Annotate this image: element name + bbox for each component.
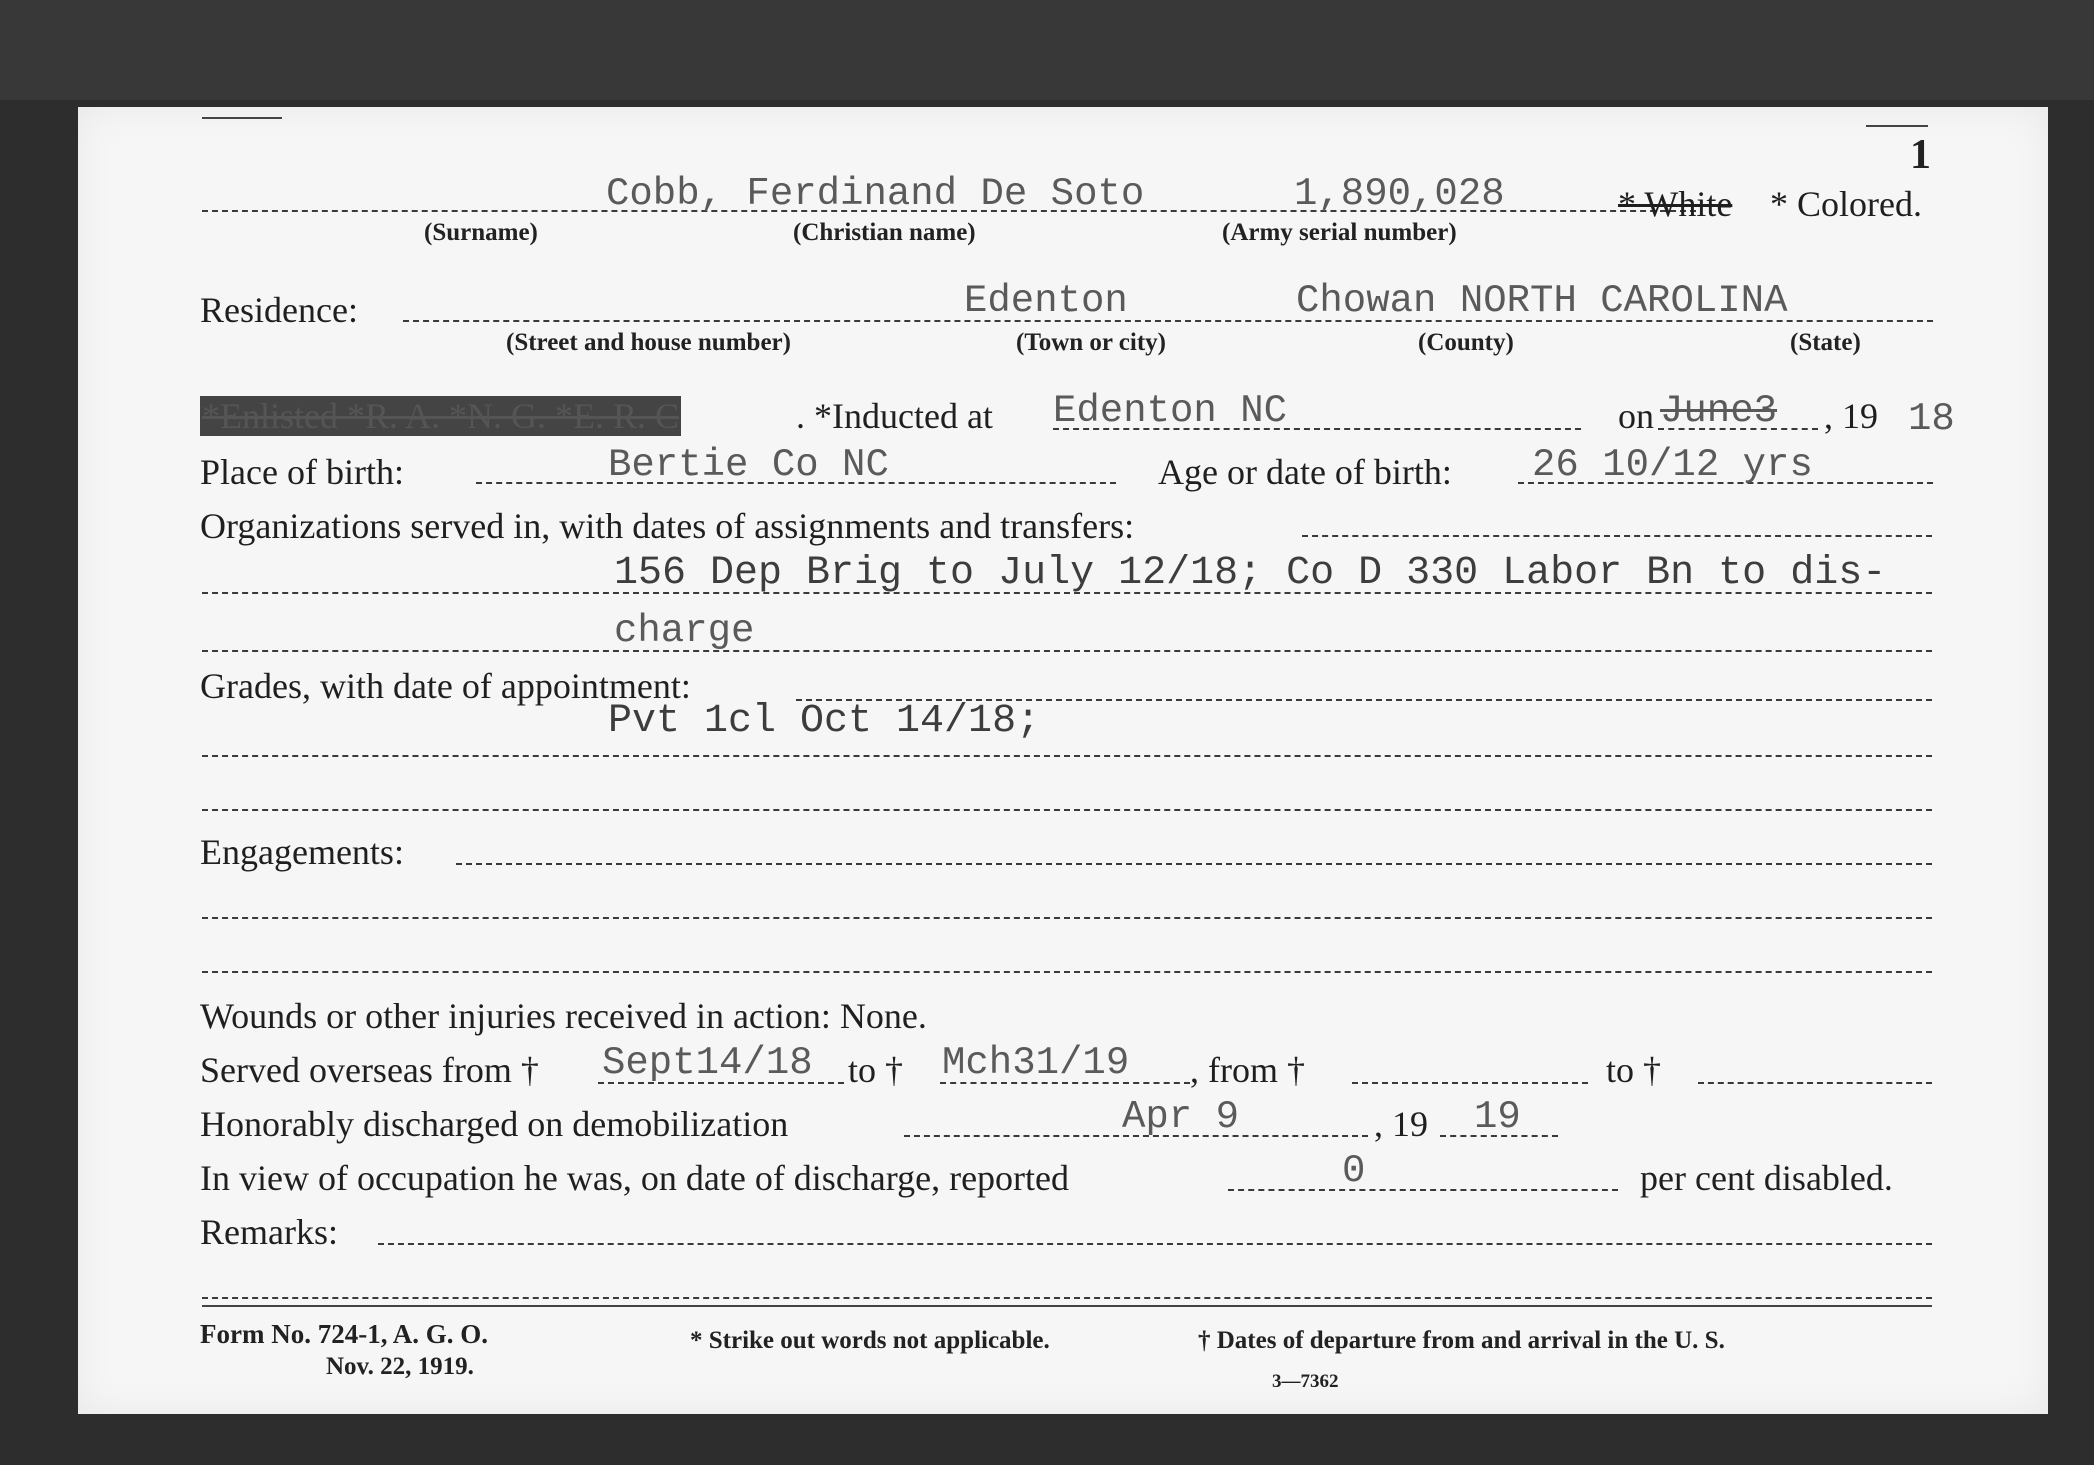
induction-year-prefix: , 19 xyxy=(1824,396,1878,436)
discharge-year-prefix: , 19 xyxy=(1374,1104,1428,1144)
corner-mark xyxy=(1866,125,1928,127)
residence-label: Residence: xyxy=(200,290,358,330)
grades-value: Pvt 1cl Oct 14/18; xyxy=(608,699,1041,744)
enlistment-options: *Enlisted *R. A. *N. G. *E. R. C xyxy=(202,396,680,436)
surname-caption: (Surname) xyxy=(424,219,538,246)
overseas-to-label: to † xyxy=(848,1050,904,1090)
disability-label: In view of occupation he was, on date of discharge, reported xyxy=(200,1158,1070,1198)
scanner-background xyxy=(0,0,2094,100)
serial-value: 1,890,028 xyxy=(1294,172,1505,216)
grades-line-3 xyxy=(202,809,1932,811)
discharge-label: Honorably discharged on demobilization xyxy=(200,1104,789,1144)
dates-note: † Dates of departure from and arrival in the U. S. xyxy=(1198,1327,1725,1354)
discharge-date-value: Apr 9 xyxy=(1122,1095,1240,1139)
overseas-from-value: Sept14/18 xyxy=(602,1041,813,1085)
strike-note: * Strike out words not applicable. xyxy=(690,1327,1050,1354)
name-value: Cobb, Ferdinand De Soto xyxy=(606,172,1145,216)
disability-line xyxy=(1228,1189,1618,1191)
discharge-year-value: 19 xyxy=(1474,1095,1521,1139)
organizations-value-line2: charge xyxy=(614,609,755,653)
corner-mark xyxy=(202,117,282,119)
street-caption: (Street and house number) xyxy=(506,329,791,356)
overseas-from2-label: , from † xyxy=(1190,1050,1305,1090)
race-colored-option: * Colored. xyxy=(1770,184,1922,224)
birthplace-label: Place of birth: xyxy=(200,452,404,492)
engagements-label: Engagements: xyxy=(200,832,404,872)
inducted-place-value: Edenton NC xyxy=(1053,389,1288,433)
wounds-text: Wounds or other injuries received in action: None. xyxy=(200,996,927,1036)
record-card xyxy=(78,107,2048,1414)
serial-caption: (Army serial number) xyxy=(1222,219,1457,246)
overseas-to2-label: to † xyxy=(1606,1050,1662,1090)
organizations-label: Organizations served in, with dates of assignments and transfers: xyxy=(200,506,1135,546)
induction-on-label: on xyxy=(1618,396,1654,436)
print-code: 3—7362 xyxy=(1272,1371,1339,1392)
christian-name-caption: (Christian name) xyxy=(793,219,976,246)
engagements-line-2 xyxy=(202,917,1932,919)
overseas-to-value: Mch31/19 xyxy=(942,1041,1130,1085)
residence-town-value: Edenton xyxy=(964,279,1128,323)
induction-year-value: 18 xyxy=(1908,397,1955,441)
footer-divider xyxy=(202,1305,1932,1307)
overseas-to2-line xyxy=(1698,1082,1932,1084)
age-value: 26 10/12 yrs xyxy=(1532,443,1813,487)
inducted-label: . *Inducted at xyxy=(796,396,993,436)
disability-value: 0 xyxy=(1342,1149,1366,1193)
form-number: Form No. 724-1, A. G. O. xyxy=(200,1319,488,1349)
remarks-line xyxy=(378,1243,1932,1245)
age-label: Age or date of birth: xyxy=(1158,452,1452,492)
engagements-line-3 xyxy=(202,971,1932,973)
organizations-value-line1: 156 Dep Brig to July 12/18; Co D 330 Labor Bn to dis- xyxy=(614,551,1887,596)
grades-line-2 xyxy=(202,755,1932,757)
town-caption: (Town or city) xyxy=(1016,329,1166,356)
county-caption: (County) xyxy=(1418,329,1514,356)
form-date: Nov. 22, 1919. xyxy=(326,1353,474,1380)
birthplace-value: Bertie Co NC xyxy=(608,443,889,487)
overseas-label: Served overseas from † xyxy=(200,1050,539,1090)
induction-date-value: June3 xyxy=(1660,389,1778,433)
remarks-label: Remarks: xyxy=(200,1212,338,1252)
overseas-from2-line xyxy=(1352,1082,1588,1084)
engagements-line xyxy=(456,863,1932,865)
organizations-line xyxy=(1302,535,1932,537)
residence-county-value: Chowan NORTH CAROLINA xyxy=(1296,279,1788,323)
disability-suffix: per cent disabled. xyxy=(1640,1158,1893,1198)
state-caption: (State) xyxy=(1790,329,1861,356)
grades-label: Grades, with date of appointment: xyxy=(200,666,691,706)
race-white-option: * White xyxy=(1618,184,1733,224)
remarks-line-2 xyxy=(202,1297,1932,1299)
organizations-line-3 xyxy=(202,650,1932,652)
card-number: 1 xyxy=(1910,132,1931,178)
